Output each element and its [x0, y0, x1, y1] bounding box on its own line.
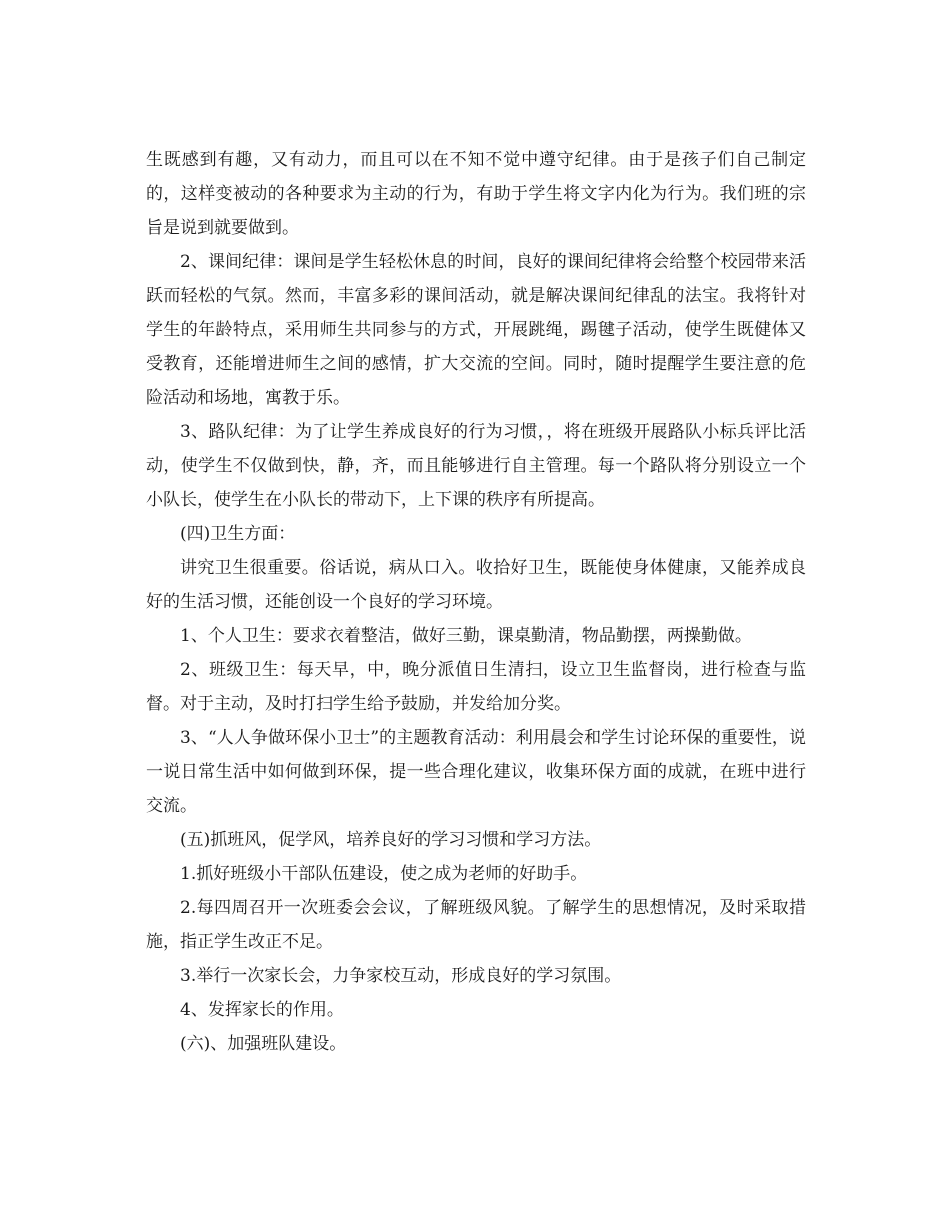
paragraph-hygiene-intro: 讲究卫生很重要。俗话说，病从口入。收拾好卫生，既能使身体健康，又能养成良好的生活习惯，还能创设一个良好的学习环境。 [146, 558, 806, 612]
paragraph-parent-meeting: 3.举行一次家长会，力争家校互动，形成良好的学习氛围。 [180, 966, 622, 986]
paragraph-parent-role: 4、发挥家长的作用。 [180, 1000, 344, 1020]
section-heading-team-building: (六)、加强班队建设。 [180, 1034, 347, 1054]
document-body [146, 143, 806, 1061]
paragraph-cadre-building: 1.抓好班级小干部队伍建设，使之成为老师的好助手。 [180, 864, 588, 884]
paragraph-committee-meeting: 2.每四周召开一次班委会会议，了解班级风貌。了解学生的思想情况，及时采取措施，指正学生改正不足。 [146, 898, 806, 952]
paragraph-line-discipline: 3、路队纪律：为了让学生养成良好的行为习惯，，将在班级开展路队小标兵评比活动，使学生不仅做到快，静，齐，而且能够进行自主管理。每一个路队将分别设立一个小队长，使学生在小队长的带动下，上下课的秩序有所提高。 [146, 422, 806, 510]
section-heading-hygiene: (四)卫生方面： [180, 524, 296, 544]
paragraph-class-hygiene: 2、班级卫生：每天早，中，晚分派值日生清扫，设立卫生监督岗，进行检查与监督。对于主动，及时打扫学生给予鼓励，并发给加分奖。 [146, 660, 806, 714]
paragraph-continuation: 生既感到有趣，又有动力，而且可以在不知不觉中遵守纪律。由于是孩子们自己制定的，这样变被动的各种要求为主动的行为，有助于学生将文字内化为行为。我们班的宗旨是说到就要做到。 [146, 150, 806, 238]
section-heading-class-spirit: (五)抓班风，促学风，培养良好的学习习惯和学习方法。 [180, 830, 602, 850]
paragraph-break-discipline: 2、课间纪律：课间是学生轻松休息的时间，良好的课间纪律将会给整个校园带来活跃而轻松的气氛。然而，丰富多彩的课间活动，就是解决课间纪律乱的法宝。我将针对学生的年龄特点，采用师生共同参与的方式，开展跳绳，踢毽子活动，使学生既健体又受教育，还能增进师生之间的感情，扩大交流的空间。同时，随时提醒学生要注意的危险活动和场地，寓教于乐。 [146, 252, 806, 408]
paragraph-personal-hygiene: 1、个人卫生：要求衣着整洁，做好三勤，课桌勤清，物品勤摆，两操勤做。 [180, 626, 752, 646]
paragraph-environment-activity: 3、“人人争做环保小卫士”的主题教育活动：利用晨会和学生讨论环保的重要性，说一说日常生活中如何做到环保，提一些合理化建议，收集环保方面的成就，在班中进行交流。 [146, 728, 806, 816]
